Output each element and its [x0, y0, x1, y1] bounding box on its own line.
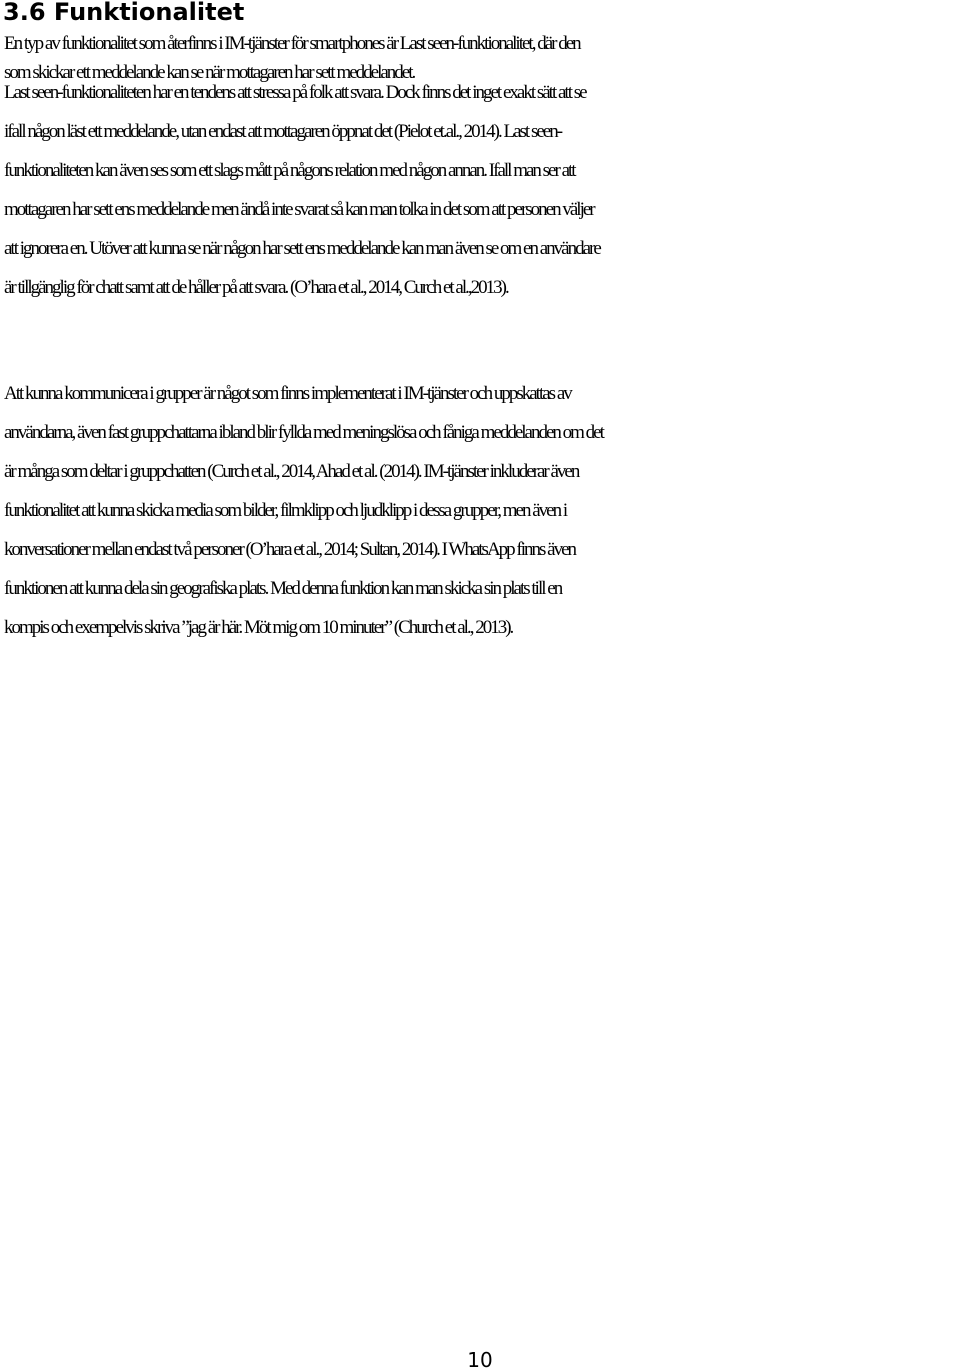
text-line: Last seen-funktionaliteten har en tendens att stressa på folk att svara. Dock finns det inget exakt sätt att se: [4, 82, 586, 103]
text-line: som skickar ett meddelande kan se när mottagaren har sett meddelandet.: [4, 62, 415, 83]
paragraph-2: [4, 374, 960, 647]
text-line: kompis och exempelvis skriva ”jag är här. Möt mig om 10 minuter” (Church et al., 2013).: [4, 617, 513, 638]
text-line: ifall någon läst ett meddelande, utan endast att mottagaren öppnat det (Pielot et.al., 2014). Last seen-: [4, 121, 562, 142]
text-line: Att kunna kommunicera i grupper är något som finns implementerat i IM-tjänster och uppskattas av: [4, 383, 571, 404]
text-line: funktionaliteten kan även ses som ett slags mått på någons relation med någon annan. Ifall man ser att: [4, 160, 575, 181]
text-line: En typ av funktionalitet som återfinns i IM-tjänster för smartphones är Last seen-funktionalitet, där den: [4, 33, 580, 54]
text-line: användarna, även fast gruppchattarna ibland blir fyllda med meningslösa och fåniga meddelanden om det: [4, 422, 603, 443]
text-line: är tillgänglig för chatt samt att de håller på att svara. (O’hara et al., 2014, Curch et al.,2013).: [4, 277, 508, 298]
text-line: konversationer mellan endast två personer (O’hara et al., 2014; Sultan, 2014). I WhatsApp finns även: [4, 539, 576, 560]
section-heading: 3.6 Funktionalitet: [3, 0, 245, 26]
text-line: funktionen att kunna dela sin geografiska plats. Med denna funktion kan man skicka sin plats till en: [4, 578, 562, 599]
text-line: att ignorera en. Utöver att kunna se när någon har sett ens meddelande kan man även se om en användare: [4, 238, 600, 259]
paragraph-1-body: [4, 73, 960, 307]
text-line: är många som deltar i gruppchatten (Curch et al., 2014, Ahad et al. (2014). IM-tjänster inkluderar även: [4, 461, 579, 482]
page-number: 10: [467, 1348, 493, 1372]
text-line: funktionalitet att kunna skicka media som bilder, filmklipp och ljudklipp i dessa grupper, men även i: [4, 500, 567, 521]
text-line: mottagaren har sett ens meddelande men ändå inte svarat så kan man tolka in det som att personen väljer: [4, 199, 594, 220]
